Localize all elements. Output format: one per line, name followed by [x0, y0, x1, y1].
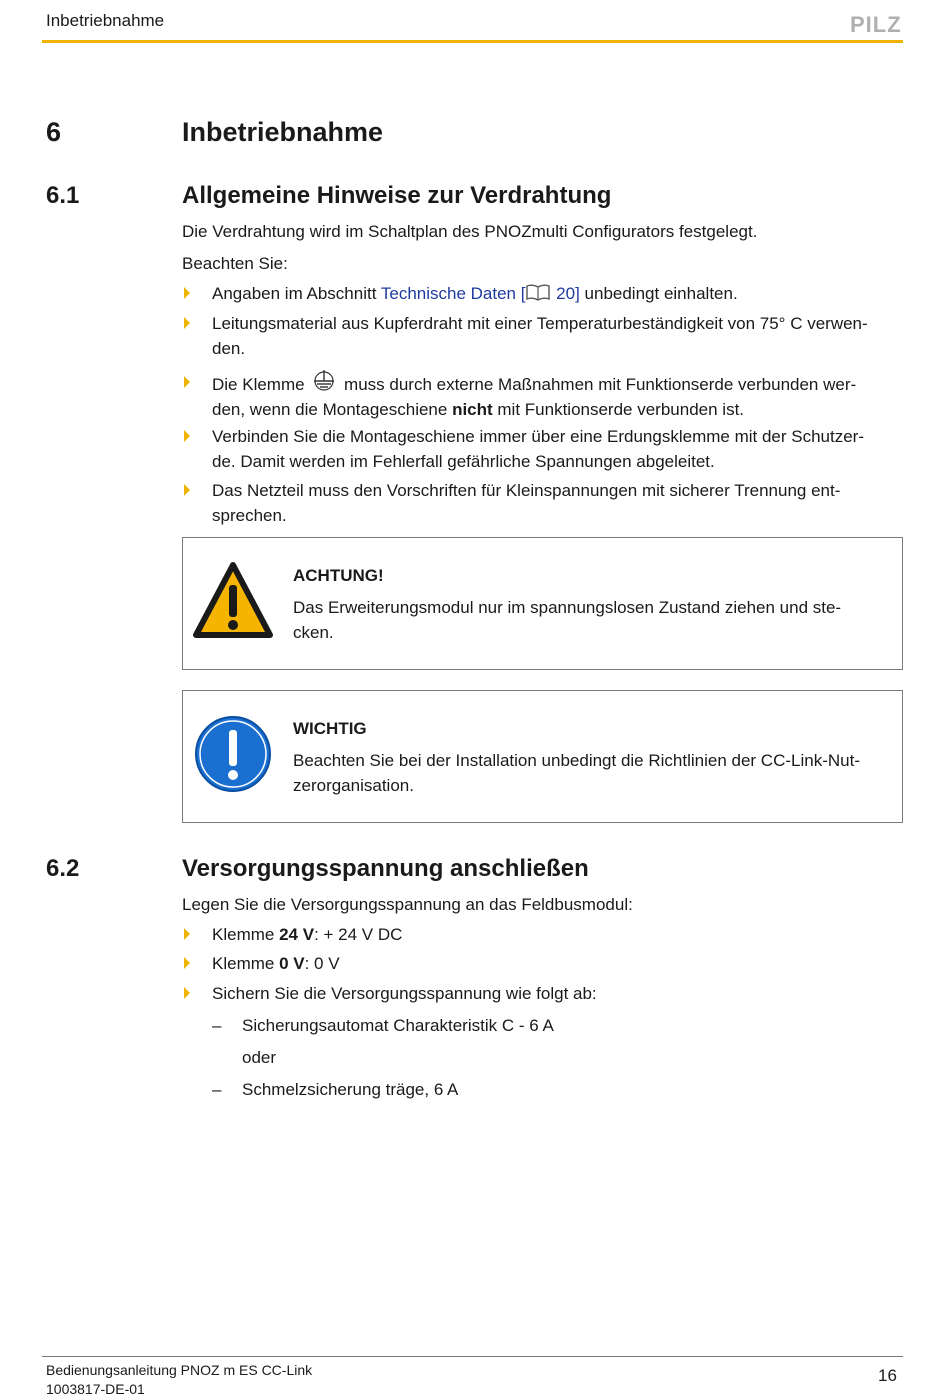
- section-title-6-2: Versorgungsspannung anschließen: [182, 855, 589, 882]
- page-number: 16: [878, 1366, 897, 1385]
- running-header-title: Inbetriebnahme: [46, 11, 165, 30]
- bullet-arrow-icon: [184, 987, 190, 999]
- bullet-power-supply: Das Netzteil muss den Vorschriften für Kleinspannungen mit sicherer Trennung ent- sprechen.: [212, 481, 841, 525]
- dash-marker: –: [212, 1016, 222, 1035]
- footer-divider: [42, 1356, 903, 1357]
- pilz-logo: PILZ: [850, 12, 902, 37]
- bullet-terminal-0v: Klemme 0 V: 0 V: [212, 954, 340, 973]
- bullet-arrow-icon: [184, 957, 190, 969]
- dash-marker: –: [212, 1080, 222, 1099]
- bullet-arrow-icon: [184, 430, 190, 442]
- section2-intro: Legen Sie die Versorgungsspannung an das Feldbusmodul:: [182, 895, 633, 914]
- notice-warning-text: Das Erweiterungsmodul nur im spannungslosen Zustand ziehen und ste- cken.: [293, 598, 842, 642]
- header-divider: [42, 40, 903, 43]
- section-title-6-1: Allgemeine Hinweise zur Verdrahtung: [182, 182, 612, 209]
- sub-item-circuit-breaker: Sicherungsautomat Charakteristik C - 6 A: [242, 1016, 554, 1035]
- section-intro: Die Verdrahtung wird im Schaltplan des PNOZmulti Configurators festgelegt.: [182, 222, 758, 241]
- notice-important-title: WICHTIG: [293, 719, 367, 738]
- chapter-number: 6: [46, 117, 62, 147]
- bullet-fuse-protection: Sichern Sie die Versorgungsspannung wie folgt ab:: [212, 984, 597, 1003]
- book-icon: [525, 282, 551, 302]
- bullet-functional-earth: Die Klemme muss durch externe Maßnahmen mit Funktionserde verbunden wer- den, wenn die Montageschiene nicht mit Funktionserde verbunden ist.: [212, 370, 856, 422]
- functional-earth-icon: [309, 370, 339, 392]
- notice-warning-title: ACHTUNG!: [293, 566, 384, 585]
- warning-triangle-icon: [193, 561, 273, 639]
- bullet-arrow-icon: [184, 317, 190, 329]
- sub-item-slow-fuse: Schmelzsicherung träge, 6 A: [242, 1080, 459, 1099]
- footer-doc-title: Bedienungsanleitung PNOZ m ES CC-Link: [46, 1362, 313, 1378]
- section-number-6-1: 6.1: [46, 182, 80, 209]
- bullet-arrow-icon: [184, 484, 190, 496]
- technical-data-link[interactable]: Technische Daten [ 20]: [380, 284, 580, 303]
- footer-doc-number: 1003817-DE-01: [46, 1381, 145, 1397]
- sub-item-or: oder: [242, 1048, 277, 1067]
- bullet-protective-earth: Verbinden Sie die Montageschiene immer über eine Erdungsklemme mit der Schutzer- de. Damit werden im Fehlerfall gefährliche Spannungen abgeleitet.: [212, 427, 864, 471]
- notice-important: [182, 690, 903, 823]
- bullet-terminal-24v: Klemme 24 V: + 24 V DC: [212, 925, 403, 944]
- bullet-cable-material: Leitungsmaterial aus Kupferdraht mit einer Temperaturbeständigkeit von 75° C verwen- den.: [212, 314, 868, 358]
- bullet-arrow-icon: [184, 928, 190, 940]
- section-number-6-2: 6.2: [46, 855, 80, 882]
- chapter-title: Inbetriebnahme: [182, 117, 384, 147]
- notice-important-text: Beachten Sie bei der Installation unbedingt die Richtlinien der CC-Link-Nut- zerorganisation.: [293, 751, 860, 795]
- bullet-arrow-icon: [184, 287, 190, 299]
- bullet-arrow-icon: [184, 376, 190, 388]
- bullet-technical-data: Angaben im Abschnitt Technische Daten [ 20] unbedingt einhalten.: [212, 284, 738, 303]
- section-note: Beachten Sie:: [182, 254, 288, 273]
- notice-warning: [182, 537, 903, 670]
- info-exclamation-icon: [194, 715, 272, 793]
